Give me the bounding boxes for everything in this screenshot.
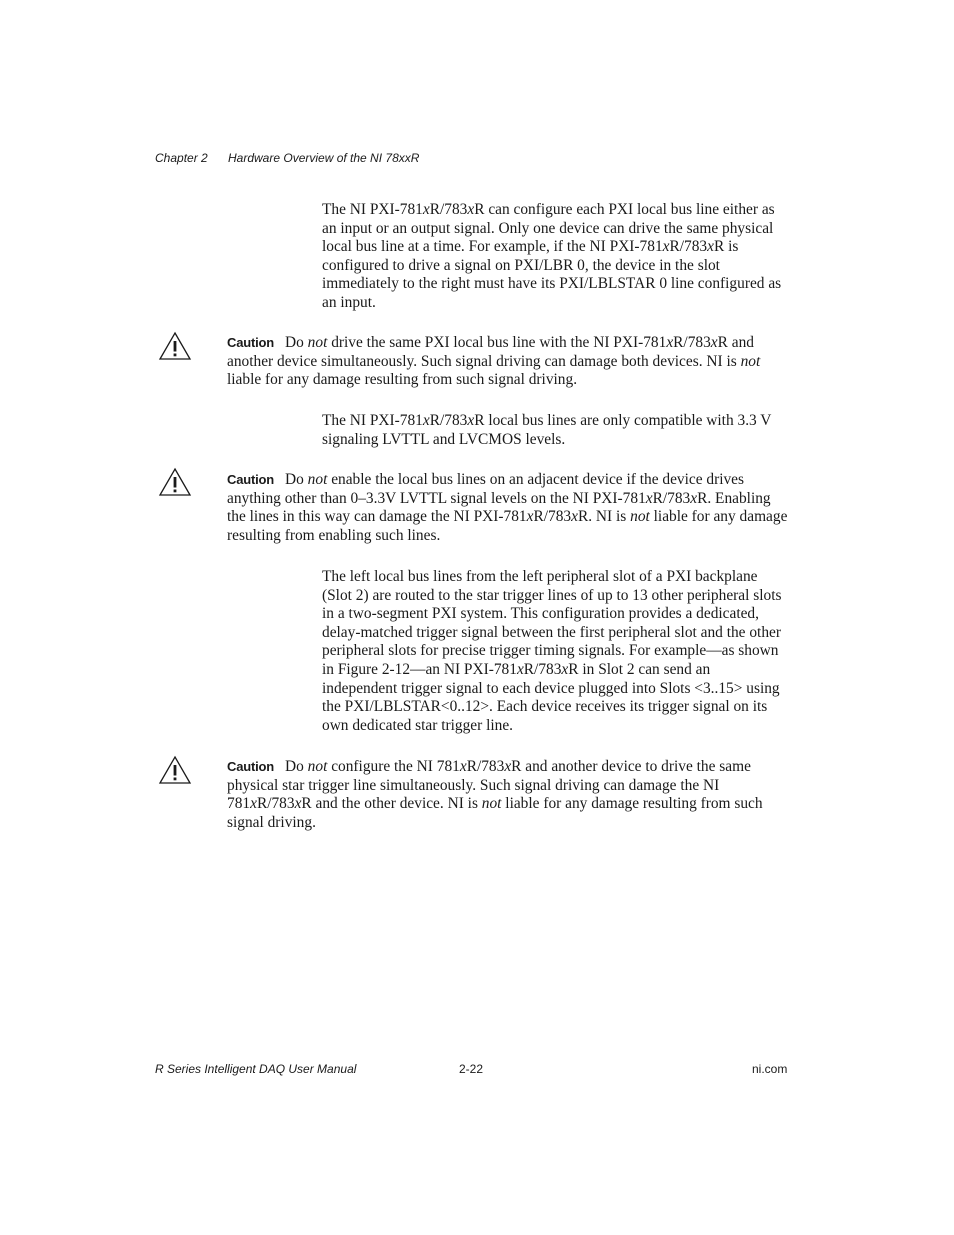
caution-label: Caution (227, 759, 274, 774)
page-number: 2-22 (459, 1062, 484, 1076)
warning-triangle-icon (158, 331, 192, 361)
caution-label: Caution (227, 472, 274, 487)
caution-label: Caution (227, 335, 274, 350)
warning-triangle-icon (158, 755, 192, 785)
body-paragraph-3: The left local bus lines from the left peripheral slot of a PXI backplane (Slot 2) are routed to the star trigger lines of up to 13 other peripheral slots in a two-segment PXI system. This configuration provides a dedicated, delay-matched trigger signal between the first peripheral slot and the other peripheral slots for precise trigger timing signals. For example—as shown in Figure 2-12—an NI PXI-781xR/783xR in Slot 2 can send an independent trigger signal to each device plugged into Slots <3..15> using the PXI/LBLSTAR<0..12>. Each device receives its trigger signal on its own dedicated star trigger line. (322, 568, 782, 734)
caution-note-2 (227, 471, 793, 545)
body-paragraph-1: The NI PXI-781xR/783xR can configure each PXI local bus line either as an input or an output signal. Only one device can drive the same physical local bus line at a time. For example, if the NI PXI-781xR/783xR is configured to drive a signal on PXI/LBR 0, the device in the slot immediately to the right must have its PXI/LBLSTAR 0 line configured as an input. (322, 201, 782, 311)
caution-note-3 (227, 758, 793, 832)
header-title: Hardware Overview of the NI 78xxR (228, 151, 420, 165)
caution-note-1 (227, 334, 793, 390)
footer-manual-title: R Series Intelligent DAQ User Manual (155, 1062, 357, 1076)
footer-site-link[interactable]: ni.com (752, 1062, 788, 1076)
caution-text: Do not configure the NI 781xR/783xR and another device to drive the same physical star trigger line simultaneously. Such signal driving can damage the NI 781xR/783xR and the other device. NI is not liable for any damage resulting from such signal driving. (227, 758, 763, 831)
caution-text: Do not drive the same PXI local bus line with the NI PXI-781xR/783xR and another device simultaneously. Such signal driving can damage both devices. NI is not liable for any damage resulting from such signal driving. (227, 334, 761, 389)
warning-triangle-icon (158, 467, 192, 497)
header-chapter: Chapter 2 (155, 151, 208, 165)
body-paragraph-2: The NI PXI-781xR/783xR local bus lines are only compatible with 3.3 V signaling LVTTL and LVCMOS levels. (322, 412, 772, 448)
caution-text: Do not enable the local bus lines on an adjacent device if the device drives anything other than 0–3.3V LVTTL signal levels on the NI PXI-781xR/783xR. Enabling the lines in this way can damage the NI PXI-781xR/783xR. NI is not liable for any damage resulting from enabling such lines. (227, 471, 788, 544)
